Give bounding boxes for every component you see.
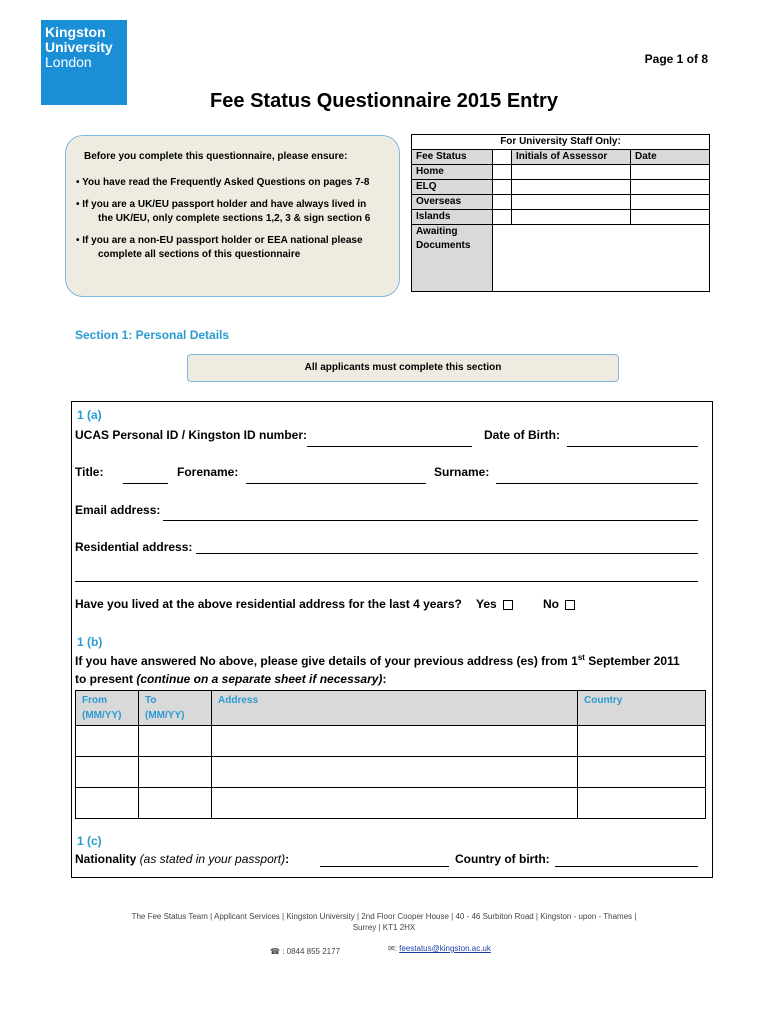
instruction-bullet-3b: complete all sections of this questionnaire [98,249,301,260]
no-option[interactable] [543,597,575,611]
country-cell[interactable] [578,726,706,757]
instructions-box [65,135,400,297]
col-to [139,691,212,726]
staff-cell[interactable] [631,165,710,180]
email-field[interactable] [163,520,698,521]
section-1-heading: Section 1: Personal Details [75,328,230,342]
present-italic: (continue on a separate sheet if necessary) [136,672,383,686]
table-row [76,788,706,819]
instruction-bullet-3 [76,234,391,262]
footer-line-1: The Fee Status Team | Applicant Services | Kingston University | 2nd Floor Cooper House | 40 - 46 Surbiton Road | Kingston - upon - Thames | [131,912,637,921]
col-country: Country [578,691,706,726]
from-cell[interactable] [76,788,139,819]
logo-line-2: University [45,39,113,55]
staff-cell[interactable] [512,180,631,195]
no-label: No [543,597,559,611]
country-of-birth-field[interactable] [555,866,698,867]
address-table-header [76,691,706,726]
forename-field[interactable] [246,483,426,484]
logo-line-3: London [45,54,92,70]
yes-label: Yes [476,597,497,611]
footer-address [0,911,768,933]
to-cell[interactable] [139,757,212,788]
yes-option[interactable] [476,597,513,611]
page-number: Page 1 of 8 [644,52,708,66]
staff-cell[interactable] [512,210,631,225]
instruction-bullet-2a: • If you are a UK/EU passport holder and have always lived in [76,199,367,210]
previous-text-1: If you have answered No above, please give details of your previous address (es) from 1 [75,654,578,668]
awaiting-documents-cell[interactable] [493,225,710,292]
table-row [76,726,706,757]
instruction-bullet-1: • You have read the Frequently Asked Questions on pages 7-8 [76,177,370,188]
staff-row-awaiting [412,225,493,292]
staff-row-elq: ELQ [412,180,493,195]
staff-cell[interactable] [493,180,512,195]
address-cell[interactable] [212,757,578,788]
from-cell[interactable] [76,726,139,757]
col-date: Date [631,150,710,165]
footer-line-2: Surrey | KT1 2HX [352,923,416,932]
to-cell[interactable] [139,726,212,757]
col-fee-status: Fee Status [412,150,493,165]
address-cell[interactable] [212,726,578,757]
yes-checkbox[interactable] [503,600,513,610]
dob-field[interactable] [567,446,698,447]
instruction-bullet-2 [76,198,391,226]
col-from-1: From [82,695,107,706]
residential-address-field-1[interactable] [196,553,698,554]
staff-cell[interactable] [631,210,710,225]
instruction-bullet-2b: the UK/EU, only complete sections 1,2, 3 & sign section 6 [98,213,371,224]
logo-line-1: Kingston [45,24,106,40]
col-from-2: (MM/YY) [82,710,122,721]
col-to-2: (MM/YY) [145,710,185,721]
staff-cell[interactable] [493,210,512,225]
page-title: Fee Status Questionnaire 2015 Entry [210,90,558,112]
country-cell[interactable] [578,788,706,819]
title-field[interactable] [123,483,168,484]
staff-cell[interactable] [493,195,512,210]
footer-email-prefix: : [394,944,400,953]
part-1a-label: 1 (a) [77,408,102,422]
col-to-1: To [145,695,157,706]
present-instructions [75,672,386,686]
previous-text-2: September 2011 [584,654,680,668]
nationality-label-group [75,852,289,866]
nationality-label: Nationality [75,852,137,866]
to-cell[interactable] [139,788,212,819]
from-cell[interactable] [76,757,139,788]
staff-row-overseas: Overseas [412,195,493,210]
staff-cell[interactable] [631,180,710,195]
awaiting-line-1: Awaiting [416,226,458,237]
staff-row-islands: Islands [412,210,493,225]
staff-only-table [411,134,710,292]
instruction-bullet-3a: • If you are a non-EU passport holder or EEA national please [76,235,363,246]
nationality-colon: : [285,852,290,866]
footer-email-link[interactable]: feestatus@kingston.ac.uk [399,944,491,953]
section-1-banner: All applicants must complete this section [187,354,619,382]
part-1c-label: 1 (c) [77,834,102,848]
forename-label: Forename: [177,465,239,479]
title-label: Title: [75,465,104,479]
staff-cell[interactable] [512,195,631,210]
residential-address-label: Residential address: [75,540,193,554]
email-label: Email address: [75,503,161,517]
instructions-heading: Before you complete this questionnaire, please ensure: [84,151,348,162]
address-cell[interactable] [212,788,578,819]
col-from [76,691,139,726]
ucas-id-field[interactable] [307,446,472,447]
staff-cell[interactable] [512,165,631,180]
part-1b-label: 1 (b) [77,635,103,649]
staff-cell[interactable] [631,195,710,210]
country-cell[interactable] [578,757,706,788]
awaiting-line-2: Documents [416,240,471,251]
table-row [76,757,706,788]
nationality-paren: (as stated in your passport) [136,852,286,866]
previous-address-table [75,690,706,819]
lived-question: Have you lived at the above residential address for the last 4 years? [75,597,462,611]
nationality-field[interactable] [320,866,449,867]
surname-label: Surname: [434,465,490,479]
col-address: Address [212,691,578,726]
previous-address-instructions [75,653,680,668]
staff-table-caption: For University Staff Only: [412,135,710,150]
staff-cell[interactable] [493,165,512,180]
footer-phone: ☎ : 0844 855 2177 [270,947,341,956]
previous-sup: st [577,653,585,662]
no-checkbox[interactable] [565,600,575,610]
col-initials: Initials of Assessor [512,150,631,165]
country-of-birth-label: Country of birth: [455,852,550,866]
footer-email-group [388,943,491,954]
fee-status-check-header [493,150,512,165]
residential-address-field-2[interactable] [75,581,698,582]
present-colon: : [382,672,387,686]
dob-label: Date of Birth: [484,428,560,442]
ucas-id-label: UCAS Personal ID / Kingston ID number: [75,428,308,442]
present-text: to present [75,672,137,686]
surname-field[interactable] [496,483,698,484]
staff-row-home: Home [412,165,493,180]
envelope-icon: ✉ [388,944,395,953]
